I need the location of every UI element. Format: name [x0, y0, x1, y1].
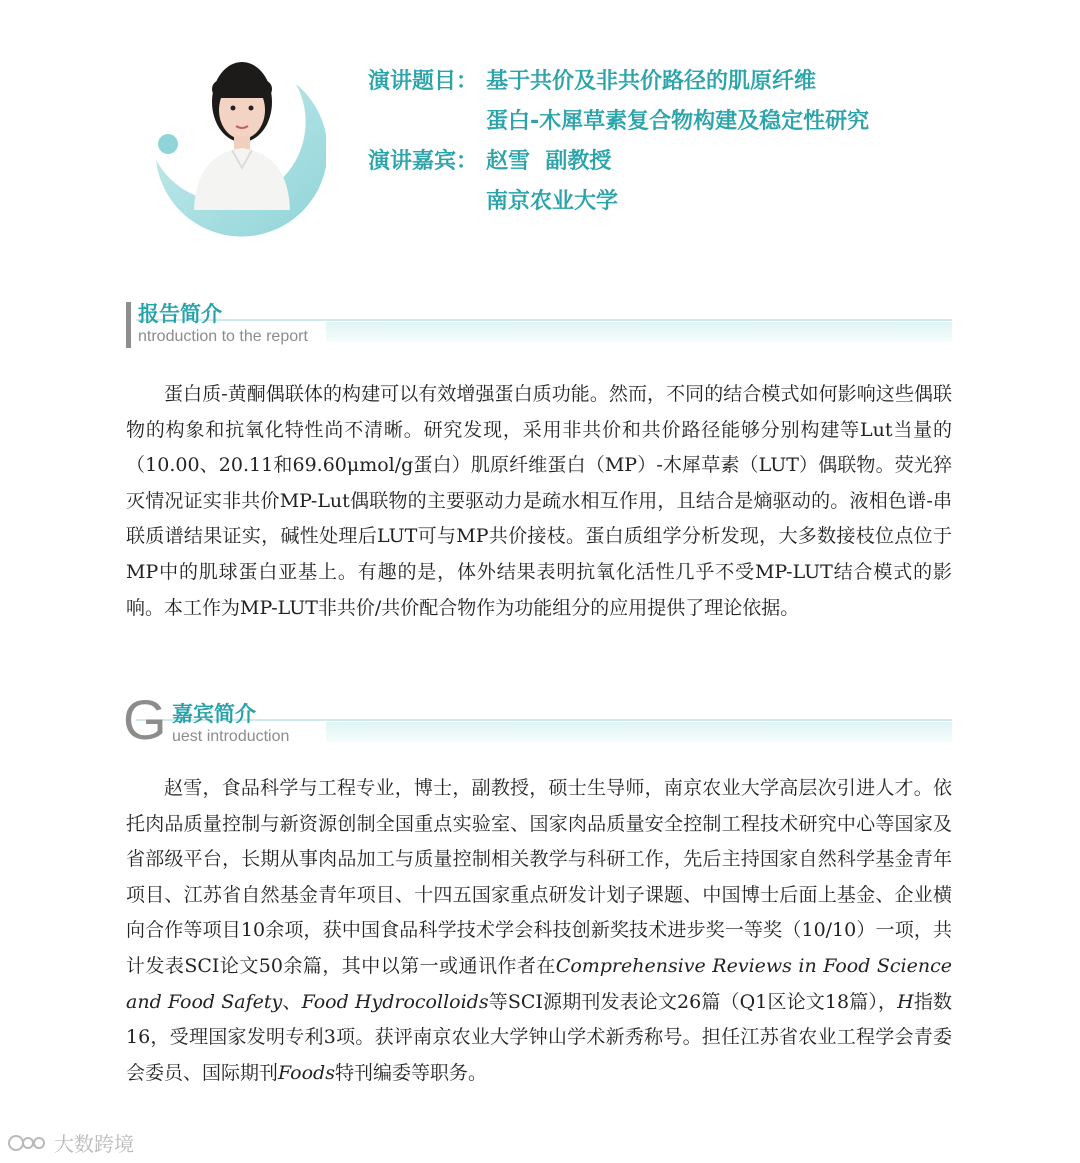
report-body: 蛋白质-黄酮偶联体的构建可以有效增强蛋白质功能。然而，不同的结合模式如何影响这些偶联物的构象和抗氧化特性尚不清晰。研究发现，采用非共价和共价路径能够分别构建等Lut当量的（10.00、20.11和69.60μmol/g蛋白）肌原纤维蛋白（MP）-木犀草素（LUT）偶联物。荧光猝灭情况证实非共价MP-Lut偶联物的主要驱动力是疏水相互作用，且结合是熵驱动的。液相色谱-串联质谱结果证实，碱性处理后LUT可与MP共价接枝。蛋白质组学分析发现，大多数接枝位点位于MP中的肌球蛋白亚基上。有趣的是，体外结果表明抗氧化活性几乎不受MP-LUT结合模式的影响。本工作为MP-LUT非共价/共价配合物作为功能组分的应用提供了理论依据。 [126, 383, 952, 619]
guest-body-part2: 等SCI源期刊发表论文26篇（Q1区论文18篇）， [488, 990, 898, 1013]
guest-title-zh: 嘉宾简介 [172, 702, 256, 726]
heading-bar [126, 302, 131, 348]
speaker-portrait [186, 50, 298, 210]
journal-foods: Foods [278, 1061, 335, 1084]
talk-title-line1: 基于共价及非共价路径的肌原纤维 [486, 69, 817, 94]
guest-title-en: uest introduction [172, 728, 290, 745]
speaker-label: 演讲嘉宾： [368, 149, 479, 174]
guest-body-part4: 特刊编委等职务。 [334, 1061, 487, 1084]
guest-body [126, 771, 952, 1091]
header [0, 0, 1080, 260]
watermark [8, 1128, 134, 1157]
heading-stripe [326, 722, 952, 742]
journal-separator: 、 [282, 990, 302, 1013]
speaker-affiliation: 南京农业大学 [486, 189, 619, 214]
heading-stripe [326, 322, 952, 342]
guest-body-part1: 赵雪，食品科学与工程专业，博士，副教授，硕士生导师，南京农业大学高层次引进人才。依托肉品质量控制与新资源创制全国重点实验室、国家肉品质量安全控制工程技术研究中心等国家及省部级平台，长期从事肉品加工与质量控制相关教学与科研工作，先后主持国家自然科学基金青年项目、江苏省自然基金青年项目、十四五国家重点研发计划子课题、中国博士后面上基金、企业横向合作等项目10余项，获中国食品科学技术学会科技创新奖技术进步奖一等奖（10/10）一项，共计发表SCI论文50余篇，其中以第一或通讯作者在 [126, 777, 952, 977]
talk-info [368, 62, 869, 222]
speaker-photo-area [140, 42, 350, 217]
h-index-label: H [897, 990, 914, 1013]
talk-title-line2: 蛋白-木犀草素复合物构建及稳定性研究 [486, 109, 870, 134]
guest-big-letter: G [123, 688, 167, 751]
speaker-name: 赵雪 副教授 [486, 149, 612, 174]
watermark-text: 大数跨境 [54, 1132, 134, 1156]
talk-label: 演讲题目： [368, 69, 479, 94]
heading-line [136, 719, 952, 721]
watermark-logo-icon [8, 1132, 48, 1154]
report-title-zh: 报告简介 [138, 302, 222, 326]
guest-body-part3: 指数16，受理国家发明专利3项。获评南京农业大学钟山学术新秀称号。担任江苏省农业工程学会青委会委员、国际期刊 [126, 990, 952, 1084]
journal-food-hydrocolloids: Food Hydrocolloids [301, 990, 489, 1013]
report-heading [126, 298, 952, 354]
journal-crfsfs: Comprehensive Reviews in Food Science and Food Safety [126, 954, 952, 1013]
heading-line [136, 319, 952, 321]
guest-heading [123, 688, 952, 754]
report-title-en: ntroduction to the report [138, 328, 308, 345]
